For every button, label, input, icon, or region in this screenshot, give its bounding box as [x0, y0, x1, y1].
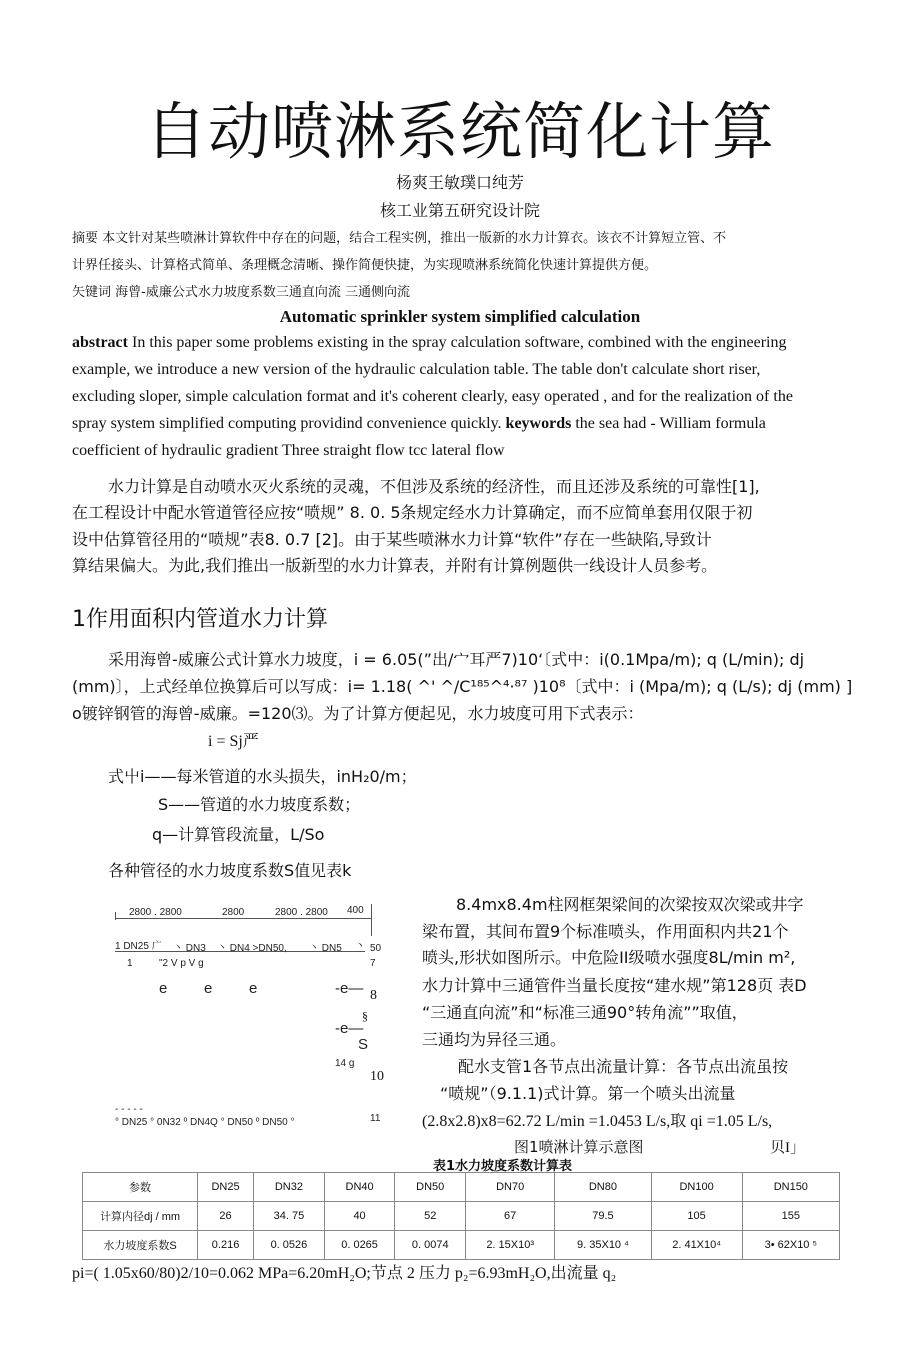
- pipe-label-dn5: 丶 DN5: [309, 943, 342, 954]
- branch-sprinkler: -e—: [335, 980, 364, 997]
- keywords-cn: 矢键词 海曾-威廉公式水力坡度系数三通直向流 三通侧向流: [72, 285, 410, 300]
- table-cell: 34. 75: [254, 1202, 325, 1231]
- right-line6: 三通均为异径三通。: [422, 1030, 567, 1049]
- table-cell: 52: [395, 1202, 466, 1231]
- table-cell: 67: [466, 1202, 555, 1231]
- table-cell: DN40: [324, 1173, 395, 1202]
- sprinkler-mark: e: [159, 980, 168, 997]
- english-line4a: spray system simplified computing providind convenience quickly.: [72, 415, 506, 432]
- figure-caption: 图1喷淋计算示意图: [514, 1138, 644, 1156]
- dim-label-3: 2800 . 2800: [275, 907, 328, 918]
- right-line8: “喷规”（9.1.1)式计算。第一个喷头出流量: [440, 1084, 736, 1103]
- dimension-tick: [371, 904, 372, 936]
- section1-p3: o镀锌钢管的海曾-威廉。=120⑶。为了计算方便起见，水力坡度可用下式表示：: [72, 704, 644, 723]
- dimension-tick: [115, 912, 116, 920]
- table-cell: 9. 35X10 ⁴: [555, 1231, 651, 1260]
- table-row: [83, 1231, 840, 1260]
- intro-line2: 在工程设计中配水管道管径应按“喷规” 8. 0. 5条规定经水力计算确定，而不应简单套用仅限于初: [72, 503, 753, 522]
- english-line1: [72, 334, 786, 352]
- dash-marks: - - - - -: [115, 1104, 143, 1115]
- page-mark: 贝I」: [770, 1140, 805, 1156]
- table-cell: DN150: [742, 1173, 839, 1202]
- s-mark: S: [358, 1036, 369, 1053]
- pipe-label-dn25: 1 DN25 广: [115, 941, 162, 952]
- table-reference: 各种管径的水力坡度系数S值见表k: [108, 861, 352, 880]
- table-cell: DN25: [198, 1173, 254, 1202]
- table-header-row: [83, 1173, 840, 1202]
- right-line9: (2.8x2.8)x8=62.72 L/min =1.0453 L/s,取 qi =1.05 L/s,: [422, 1113, 773, 1130]
- english-line1-text: In this paper some problems existing in the spray calculation software, combined with the engineering: [127, 334, 787, 351]
- keywords-label: keywords: [505, 415, 572, 432]
- table-cell: 计算内径dj / mm: [83, 1202, 198, 1231]
- table-cell: DN100: [651, 1173, 742, 1202]
- definition-s: S——管道的水力坡度系数；: [158, 795, 361, 814]
- dim-label-4: 400: [347, 905, 364, 916]
- right-line3: 喷头,形状如图所示。中危险II级喷水强度8L/min m²,: [422, 948, 796, 967]
- node-11: 11: [370, 1113, 381, 1124]
- node-10: 10: [370, 1069, 384, 1084]
- node-8: 8: [370, 988, 377, 1003]
- english-line4: [72, 415, 766, 433]
- dim-label-1: 2800 . 2800: [129, 907, 182, 918]
- bottom-pipe-labels: ° DN25 ° 0N32 º DN4Q ° DN50 º DN50 °: [115, 1117, 295, 1128]
- section1-p2: (mm)〕，上式经单位换算后可以写成：i= 1.18( ^' ^/C¹⁸⁵^⁴·⁸⁷ )10⁸〔式中：i (Mpa/m); q (L/s); dj (mm) ]: [72, 677, 853, 696]
- table-cell: 105: [651, 1202, 742, 1231]
- definition-i: 式屮i——每米管道的水头损失，inH₂0/m；: [108, 767, 417, 786]
- english-title: Automatic sprinkler system simplified calculation: [279, 307, 641, 326]
- english-line2: example, we introduce a new version of the hydraulic calculation table. The table don't calculate short riser,: [72, 361, 761, 378]
- table-cell: DN70: [466, 1173, 555, 1202]
- table-cell: 0. 0265: [324, 1231, 395, 1260]
- english-line4b: the sea had - William formula: [571, 415, 766, 432]
- intro-line1: 水力计算是自动喷水灭火系统的灵魂，不但涉及系统的经济性，而且还涉及系统的可靠性[1],: [108, 477, 760, 496]
- table-cell: 水力坡度系数S: [83, 1231, 198, 1260]
- right-line1: 8.4mx8.4m柱网框架梁间的次梁按双次梁或井字: [456, 895, 804, 914]
- table-cell: 155: [742, 1202, 839, 1231]
- coefficient-table: [82, 1172, 840, 1260]
- table-cell: DN80: [555, 1173, 651, 1202]
- section1-heading: 1作用面积内管道水力计算: [72, 607, 328, 632]
- table-cell: 79.5: [555, 1202, 651, 1231]
- pipe-label-dn3: 丶 DN3: [173, 943, 206, 954]
- sprinkler-mark: e: [249, 980, 258, 997]
- dim-label-2: 2800: [222, 907, 245, 918]
- node-labels-row2: "2 V p V g: [159, 958, 204, 969]
- table-cell: 3• 62X10 ⁵: [742, 1231, 839, 1260]
- table-cell: 0. 0526: [254, 1231, 325, 1260]
- english-line5: coefficient of hydraulic gradient Three straight flow tcc lateral flow: [72, 442, 505, 459]
- english-line3: excluding sloper, simple calculation format and it's coherent clearly, easy operated , and for the realization of the: [72, 388, 793, 405]
- table-cell: 26: [198, 1202, 254, 1231]
- table-cell: 2. 15X10³: [466, 1231, 555, 1260]
- intro-line4: 算结果偏大。为此,我们推出一版新型的水力计算表，并附有计算例题供一线设计人员参考。: [72, 556, 718, 575]
- dimension-line: [115, 918, 372, 919]
- table-cell: 0. 0074: [395, 1231, 466, 1260]
- table-cell: DN32: [254, 1173, 325, 1202]
- table-cell: DN50: [395, 1173, 466, 1202]
- table-cell: 参数: [83, 1173, 198, 1202]
- affiliation: 核工业第五研究设计院: [379, 201, 540, 220]
- abstract-cn-line2: 计界任接头、计算格式简单、条理概念清晰、操作简便快捷，为实现喷淋系统简化快速计算提供方便。: [72, 258, 658, 273]
- right-line2: 梁布置，其间布置9个标准喷头，作用面积内共21个: [422, 922, 789, 941]
- right-line5: “三通直向流”和“标准三通90°转角流””取值，: [422, 1003, 748, 1022]
- node-7: 7: [370, 958, 376, 969]
- abstract-cn-line1: 摘要 本文针对某些喷淋计算软件中存在的问题，结合工程实例，推出一版新的水力计算衣。该衣不计算短立管、不: [72, 231, 727, 246]
- abstract-label: abstract: [72, 334, 128, 351]
- authors: 杨爽王敏璞口纯芳: [395, 173, 524, 192]
- section1-p1: 采用海曾-威廉公式计算水力坡度，i = 6.05(”出/宀耳严7)10‘〔式中：i(0.1Mpa/m); q (L/min); dj: [108, 650, 805, 669]
- right-line4: 水力计算中三通管件当量长度按“建水规”第128页 表D: [422, 976, 807, 995]
- table-row: [83, 1202, 840, 1231]
- table-cell: 2. 41X10⁴: [651, 1231, 742, 1260]
- intro-line3: 设中估算管径用的“喷规”表8. 0.7 [2]。由于某些喷淋水力计算“软件”存在一些缺陷,导致计: [72, 530, 712, 549]
- node-1: 1: [127, 958, 133, 969]
- section-mark: §: [362, 1009, 368, 1023]
- formula: i = Sj严: [208, 733, 259, 750]
- branch-sprinkler: -e—: [335, 1020, 364, 1037]
- pipe-label-end: 丶: [355, 941, 365, 952]
- table-cell: 40: [324, 1202, 395, 1231]
- sprinkler-mark: e: [204, 980, 213, 997]
- paper-title: 自动喷淋系统简化计算: [144, 95, 775, 168]
- table-cell: 0.216: [198, 1231, 254, 1260]
- right-line7: 配水支管1各节点出流量计算：各节点出流虽按: [458, 1057, 789, 1076]
- definition-q: q—计算管段流量，L/So: [152, 825, 325, 844]
- pipe-label-dn4: 丶 DN4 >DN50,: [217, 943, 287, 954]
- node-50: 50: [370, 943, 382, 954]
- bottom-equation: pi=( 1.05x60/80)2/10=0.062 MPa=6.20mH₂O;节点 2 压力 p₂=6.93mH₂O,出流量 q₂: [72, 1265, 617, 1282]
- node-14: 14 g: [335, 1058, 355, 1069]
